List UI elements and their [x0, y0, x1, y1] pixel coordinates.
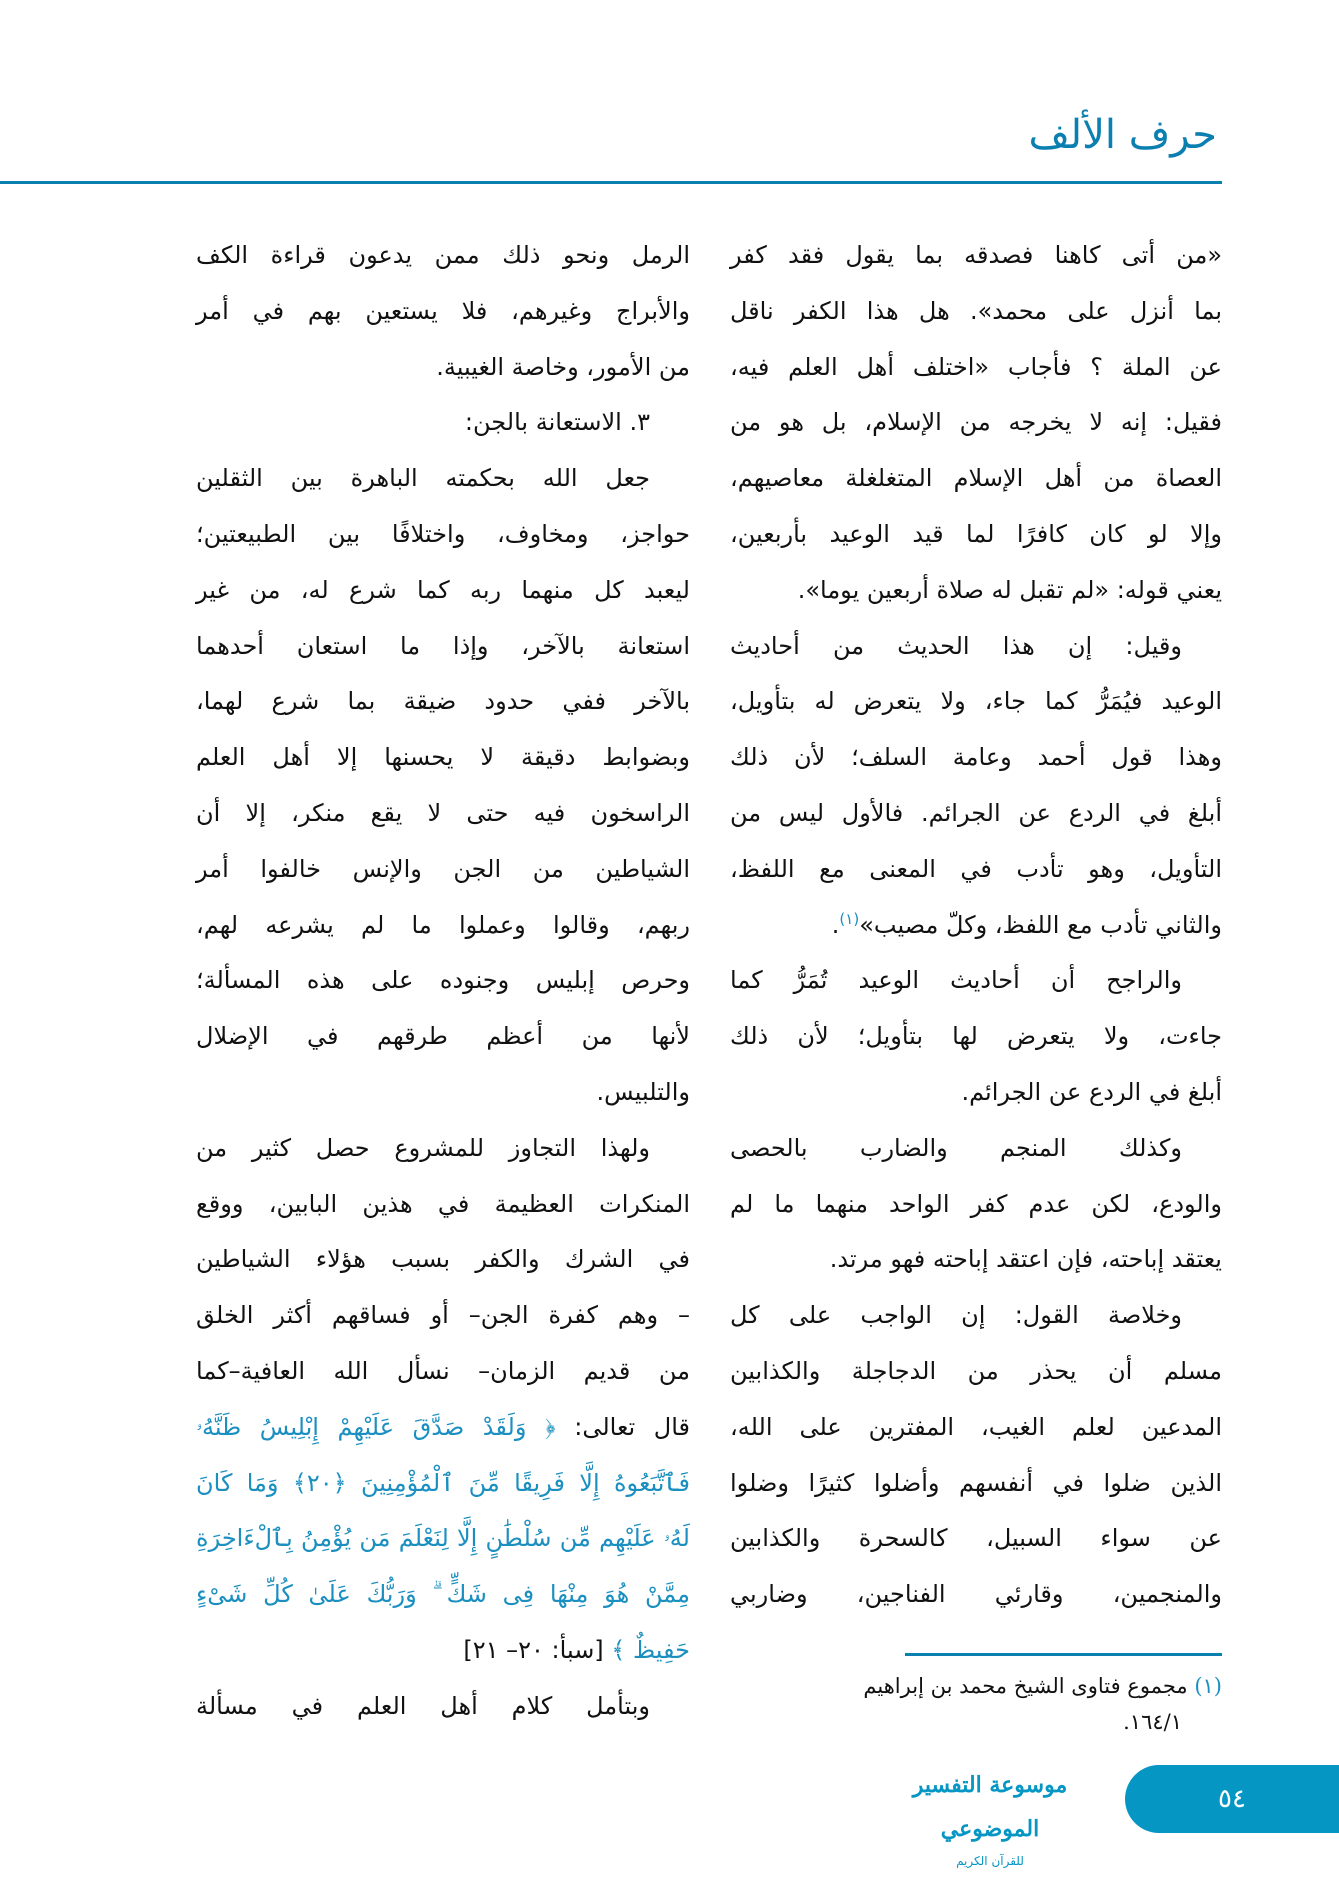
text-line [730, 507, 1222, 563]
line-text: ولهذا التجاوز للمشروع حصل كثير من [196, 1133, 650, 1162]
line-text: لأنها من أعظم طرقهم في الإضلال [196, 1022, 690, 1051]
line-text: ليعبد كل منهما ربه كما شرع له، من غير [196, 575, 690, 604]
line-text: بالآخر ففي حدود ضيقة بما شرع لهما، [196, 687, 690, 716]
text-line [196, 1121, 690, 1177]
line-text-tail: [سبأ: ٢٠– ٢١] [463, 1635, 612, 1664]
line-text: وخلاصة القول: إن الواجب على كل [730, 1301, 1182, 1330]
line-text: وبضوابط دقيقة لا يحسنها إلا أهل العلم [196, 743, 690, 772]
text-line [196, 1623, 690, 1679]
text-line [730, 1511, 1222, 1567]
line-text: أبلغ في الردع عن الجرائم. فالأول ليس من [730, 798, 1222, 827]
line-text: من قديم الزمان– نسأل الله العافية–كما [196, 1356, 690, 1385]
text-line [196, 1511, 690, 1567]
logo-subtitle: للقرآن الكريم [956, 1854, 1024, 1868]
text-line [730, 1456, 1222, 1512]
page-number: ٥٤ [1218, 1784, 1246, 1814]
line-text: العصاة من أهل الإسلام المتغلغلة معاصيهم، [730, 464, 1222, 493]
line-text: والأبراج وغيرهم، فلا يستعين بهم في أمر [196, 296, 690, 325]
text-line [730, 1009, 1222, 1065]
text-line [730, 340, 1222, 396]
left-column [196, 228, 690, 1735]
text-line [196, 1232, 690, 1288]
header-rule [0, 181, 1222, 184]
text-line [196, 563, 690, 619]
line-text: يعتقد إباحته، فإن اعتقد إباحته فهو مرتد. [829, 1245, 1222, 1274]
line-text: وبتأمل كلام أهل العلم في مسألة [196, 1691, 650, 1720]
line-text: وحرص إبليس وجنوده على هذه المسألة؛ [196, 966, 690, 995]
logo-title: موسوعة التفسير الموضوعي [912, 1772, 1068, 1842]
line-text: وإلا لو كان كافرًا لما قيد الوعيد بأربعين، [730, 519, 1222, 548]
text-line [730, 786, 1222, 842]
line-text: جاءت، ولا يتعرض لها بتأويل؛ لأن ذلك [730, 1022, 1222, 1051]
line-text: والودع، لكن عدم كفر الواحد منهما ما لم [730, 1189, 1222, 1218]
text-line [196, 1567, 690, 1623]
line-text: والتلبيس. [596, 1077, 690, 1106]
line-text: قال تعالى: [555, 1412, 691, 1441]
line-text: استعانة بالآخر، وإذا ما استعان أحدهما [196, 631, 690, 660]
text-line [730, 451, 1222, 507]
text-line [730, 1232, 1222, 1288]
line-text: وهذا قول أحمد وعامة السلف؛ لأن ذلك [730, 743, 1222, 772]
quran-verse: ﴿ وَلَقَدْ صَدَّقَ عَلَيْهِمْ إِبْلِيسُ ظَنَّهُۥ [196, 1412, 556, 1441]
text-line [730, 228, 1222, 284]
text-line [196, 340, 690, 396]
text-line [196, 1288, 690, 1344]
text-line [730, 563, 1222, 619]
text-line [730, 953, 1222, 1009]
line-text: عن الملة ؟ فأجاب «اختلف أهل العلم فيه، [730, 352, 1222, 381]
line-text: ربهم، وقالوا وعملوا ما لم يشرعه لهم، [196, 910, 690, 939]
line-text: حواجز، ومخاوف، واختلافًا بين الطبيعتين؛ [196, 519, 690, 548]
footnote [730, 1668, 1222, 1740]
line-text: التأويل، وهو تأدب في المعنى مع اللفظ، [730, 854, 1222, 883]
text-line [196, 1344, 690, 1400]
line-text: المنكرات العظيمة في هذين البابين، ووقع [196, 1189, 690, 1218]
line-text: فقيل: إنه لا يخرجه من الإسلام، بل هو من [730, 408, 1222, 437]
line-text: والثاني تأدب مع اللفظ، وكلّ مصيب» [859, 910, 1222, 939]
line-text: الرمل ونحو ذلك ممن يدعون قراءة الكف [196, 241, 690, 269]
text-line [196, 228, 690, 284]
line-text: في الشرك والكفر بسبب هؤلاء الشياطين [196, 1245, 690, 1274]
footnote-number: (١) [1194, 1674, 1222, 1698]
text-line [196, 730, 690, 786]
line-text: والمنجمين، وقارئي الفناجين، وضاربي [730, 1580, 1222, 1609]
text-line [196, 674, 690, 730]
text-line [196, 1456, 690, 1512]
quran-verse: مِمَّنْ هُوَ مِنْهَا فِى شَكٍّ ۗ وَرَبُّكَ عَلَىٰ كُلِّ شَىْءٍ [196, 1580, 690, 1609]
text-line [196, 619, 690, 675]
text-line [730, 619, 1222, 675]
line-text: أبلغ في الردع عن الجرائم. [961, 1077, 1222, 1106]
line-text: «من أتى كاهنا فصدقه بما يقول فقد كفر [730, 241, 1222, 269]
line-text-tail: . [831, 910, 840, 939]
quran-verse: لَهُۥ عَلَيْهِم مِّن سُلْطَٰنٍ إِلَّا لِنَعْلَمَ مَن يُؤْمِنُ بِٱلْءَاخِرَةِ [196, 1524, 690, 1553]
text-line [196, 395, 690, 451]
text-line [196, 284, 690, 340]
footnote-text: مجموع فتاوى الشيخ محمد بن إبراهيم [863, 1674, 1188, 1698]
text-line [196, 786, 690, 842]
text-line [196, 842, 690, 898]
quran-verse: حَفِيظٌ ﴾ [611, 1635, 690, 1664]
text-line [730, 1065, 1222, 1121]
line-text: وكذلك المنجم والضارب بالحصى [730, 1133, 1182, 1162]
encyclopedia-logo [890, 1763, 1090, 1868]
text-line [730, 1121, 1222, 1177]
text-line [730, 1344, 1222, 1400]
right-column [730, 228, 1222, 1623]
text-line [730, 898, 1222, 954]
text-line [196, 953, 690, 1009]
text-line [196, 1177, 690, 1233]
page-number-tab [1125, 1765, 1339, 1833]
text-line [730, 842, 1222, 898]
text-line [196, 507, 690, 563]
line-text: جعل الله بحكمته الباهرة بين الثقلين [196, 464, 650, 493]
text-line [730, 674, 1222, 730]
text-line [196, 1679, 690, 1735]
line-text: الذين ضلوا في أنفسهم وأضلوا كثيرًا وضلوا [730, 1468, 1222, 1497]
line-text: مسلم أن يحذر من الدجاجلة والكذابين [730, 1356, 1222, 1385]
text-line [730, 1567, 1222, 1623]
line-text: الراسخون فيه حتى لا يقع منكر، إلا أن [196, 798, 690, 827]
chapter-title: حرف الألف [1028, 112, 1217, 158]
line-text: بما أنزل على محمد». هل هذا الكفر ناقل [730, 296, 1222, 325]
text-line [730, 284, 1222, 340]
line-text: الوعيد فيُمَرُّ كما جاء، ولا يتعرض له بتأويل، [730, 687, 1222, 716]
line-text: المدعين لعلم الغيب، المفترين على الله، [730, 1412, 1222, 1441]
footnote-ref: (١) [839, 909, 860, 928]
line-text: وقيل: إن هذا الحديث من أحاديث [730, 631, 1182, 660]
text-line [730, 1177, 1222, 1233]
text-line [196, 1009, 690, 1065]
footnote-text-2: ١٦٤/١. [1123, 1710, 1182, 1734]
line-text: – وهم كفرة الجن– أو فساقهم أكثر الخلق [196, 1301, 690, 1330]
line-text: الشياطين من الجن والإنس خالفوا أمر [196, 854, 690, 883]
line-text: من الأمور، وخاصة الغيبية. [436, 352, 690, 381]
text-line [196, 1400, 690, 1456]
line-text: والراجح أن أحاديث الوعيد تُمَرُّ كما [730, 966, 1182, 995]
text-line [196, 1065, 690, 1121]
text-line [730, 1288, 1222, 1344]
text-line [196, 898, 690, 954]
footnote-rule [905, 1653, 1222, 1656]
text-line [196, 451, 690, 507]
text-line [730, 1400, 1222, 1456]
quran-verse: فَٱتَّبَعُوهُ إِلَّا فَرِيقًا مِّنَ ٱلْمُؤْمِنِينَ ﴿٢٠﴾ وَمَا كَانَ [196, 1468, 690, 1497]
line-text: يعني قوله: «لم تقبل له صلاة أربعين يوما». [797, 575, 1222, 604]
line-text: عن سواء السبيل، كالسحرة والكذابين [730, 1524, 1222, 1553]
line-text: ٣. الاستعانة بالجن: [464, 408, 650, 437]
text-line [730, 730, 1222, 786]
text-line [730, 395, 1222, 451]
